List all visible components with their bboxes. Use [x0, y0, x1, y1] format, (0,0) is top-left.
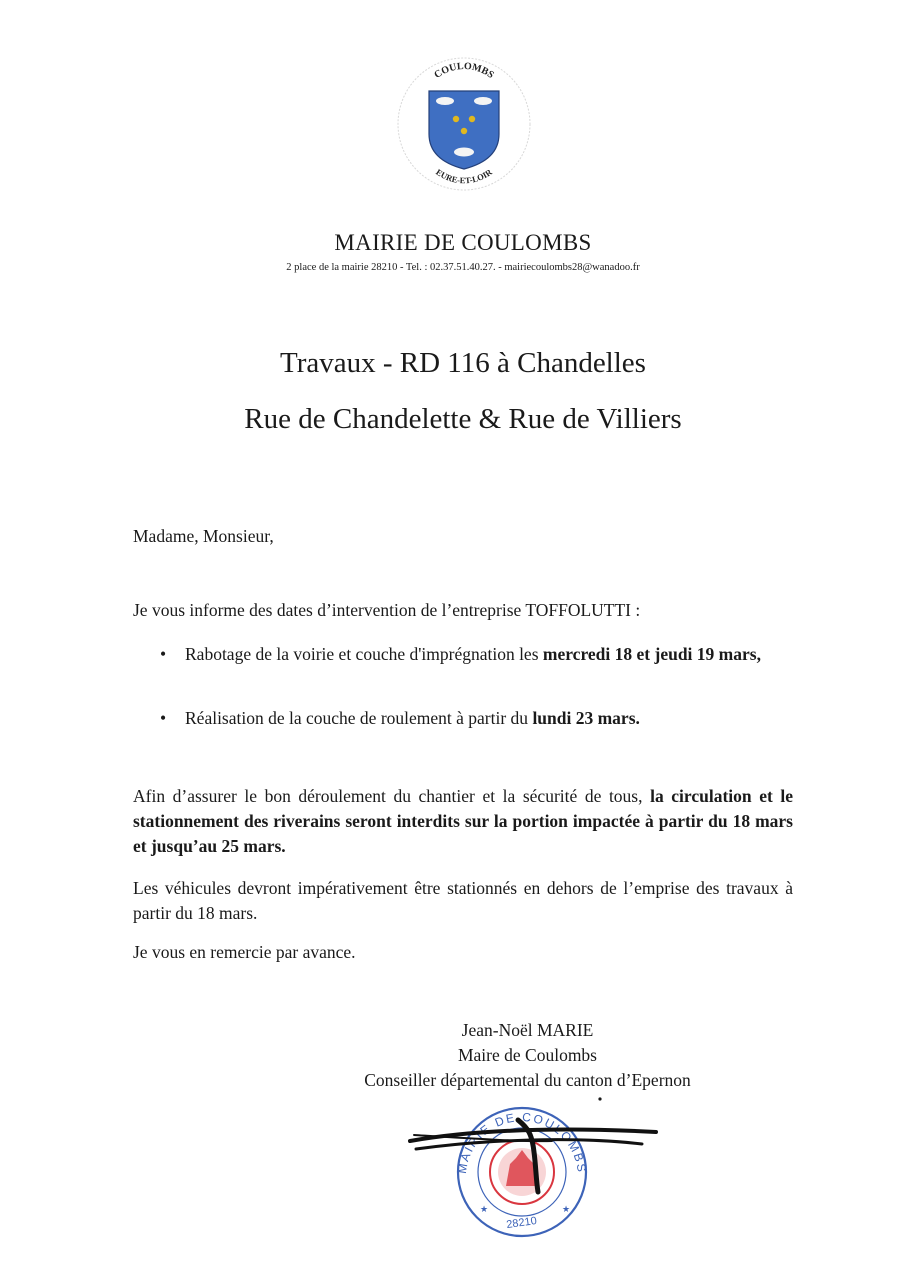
logo-top-text: COULOMBS — [432, 60, 496, 81]
signatory-name: Jean-Noël MARIE — [461, 1020, 594, 1040]
stamp-postcode: 28210 — [505, 1214, 538, 1232]
document-title-line-1: Travaux - RD 116 à Chandelles — [280, 347, 646, 379]
signatory-role: Maire de Coulombs — [457, 1045, 597, 1065]
salutation: Madame, Monsieur, — [133, 526, 274, 546]
intro-paragraph: Je vous informe des dates d’intervention de l’entreprise TOFFOLUTTI : — [133, 600, 641, 620]
list-item-text: Rabotage de la voirie et couche d'imprégnation les mercredi 18 et jeudi 19 mars, — [185, 644, 761, 664]
stamp-star-icon: ★ — [562, 1204, 571, 1214]
coulombs-crest-logo — [396, 56, 532, 192]
bullet-icon: • — [160, 644, 167, 664]
stamp-icon — [455, 1108, 589, 1236]
ink-dot — [598, 1097, 601, 1100]
shield-icon — [429, 91, 499, 169]
official-stamp-and-signature — [402, 1092, 666, 1242]
mairie-contact-line: 2 place de la mairie 28210 - Tel. : 02.37.51.40.27. - mairiecoulombs28@wanadoo.fr — [286, 262, 640, 273]
parking-paragraph: Les véhicules devront impérativement être stationnés en dehors de l’emprise des travaux à partir du 18 mars. — [133, 878, 793, 923]
stamp-text: MAIRIE DE COULOMBS — [454, 1109, 590, 1175]
stamp-star-icon: ★ — [480, 1204, 489, 1214]
closing-paragraph: Je vous en remercie par avance. — [133, 942, 356, 962]
document-title-line-2: Rue de Chandelette & Rue de Villiers — [244, 403, 682, 435]
mairie-title: MAIRIE DE COULOMBS — [334, 230, 592, 255]
signatory-title: Conseiller départemental du canton d’Epernon — [364, 1070, 691, 1090]
list-item — [160, 642, 800, 667]
logo-bottom-text: EURE-ET-LOIR — [434, 166, 494, 186]
traffic-restriction-paragraph: Afin d’assurer le bon déroulement du chantier et la sécurité de tous, la circulation et le stationnement des riverains seront interdits sur la portion impactée à partir du 18 mars et jusqu’au 25 mars. — [133, 786, 794, 856]
list-item-text: Réalisation de la couche de roulement à partir du lundi 23 mars. — [185, 708, 640, 728]
bullet-icon: • — [160, 708, 167, 728]
list-item — [160, 706, 800, 731]
